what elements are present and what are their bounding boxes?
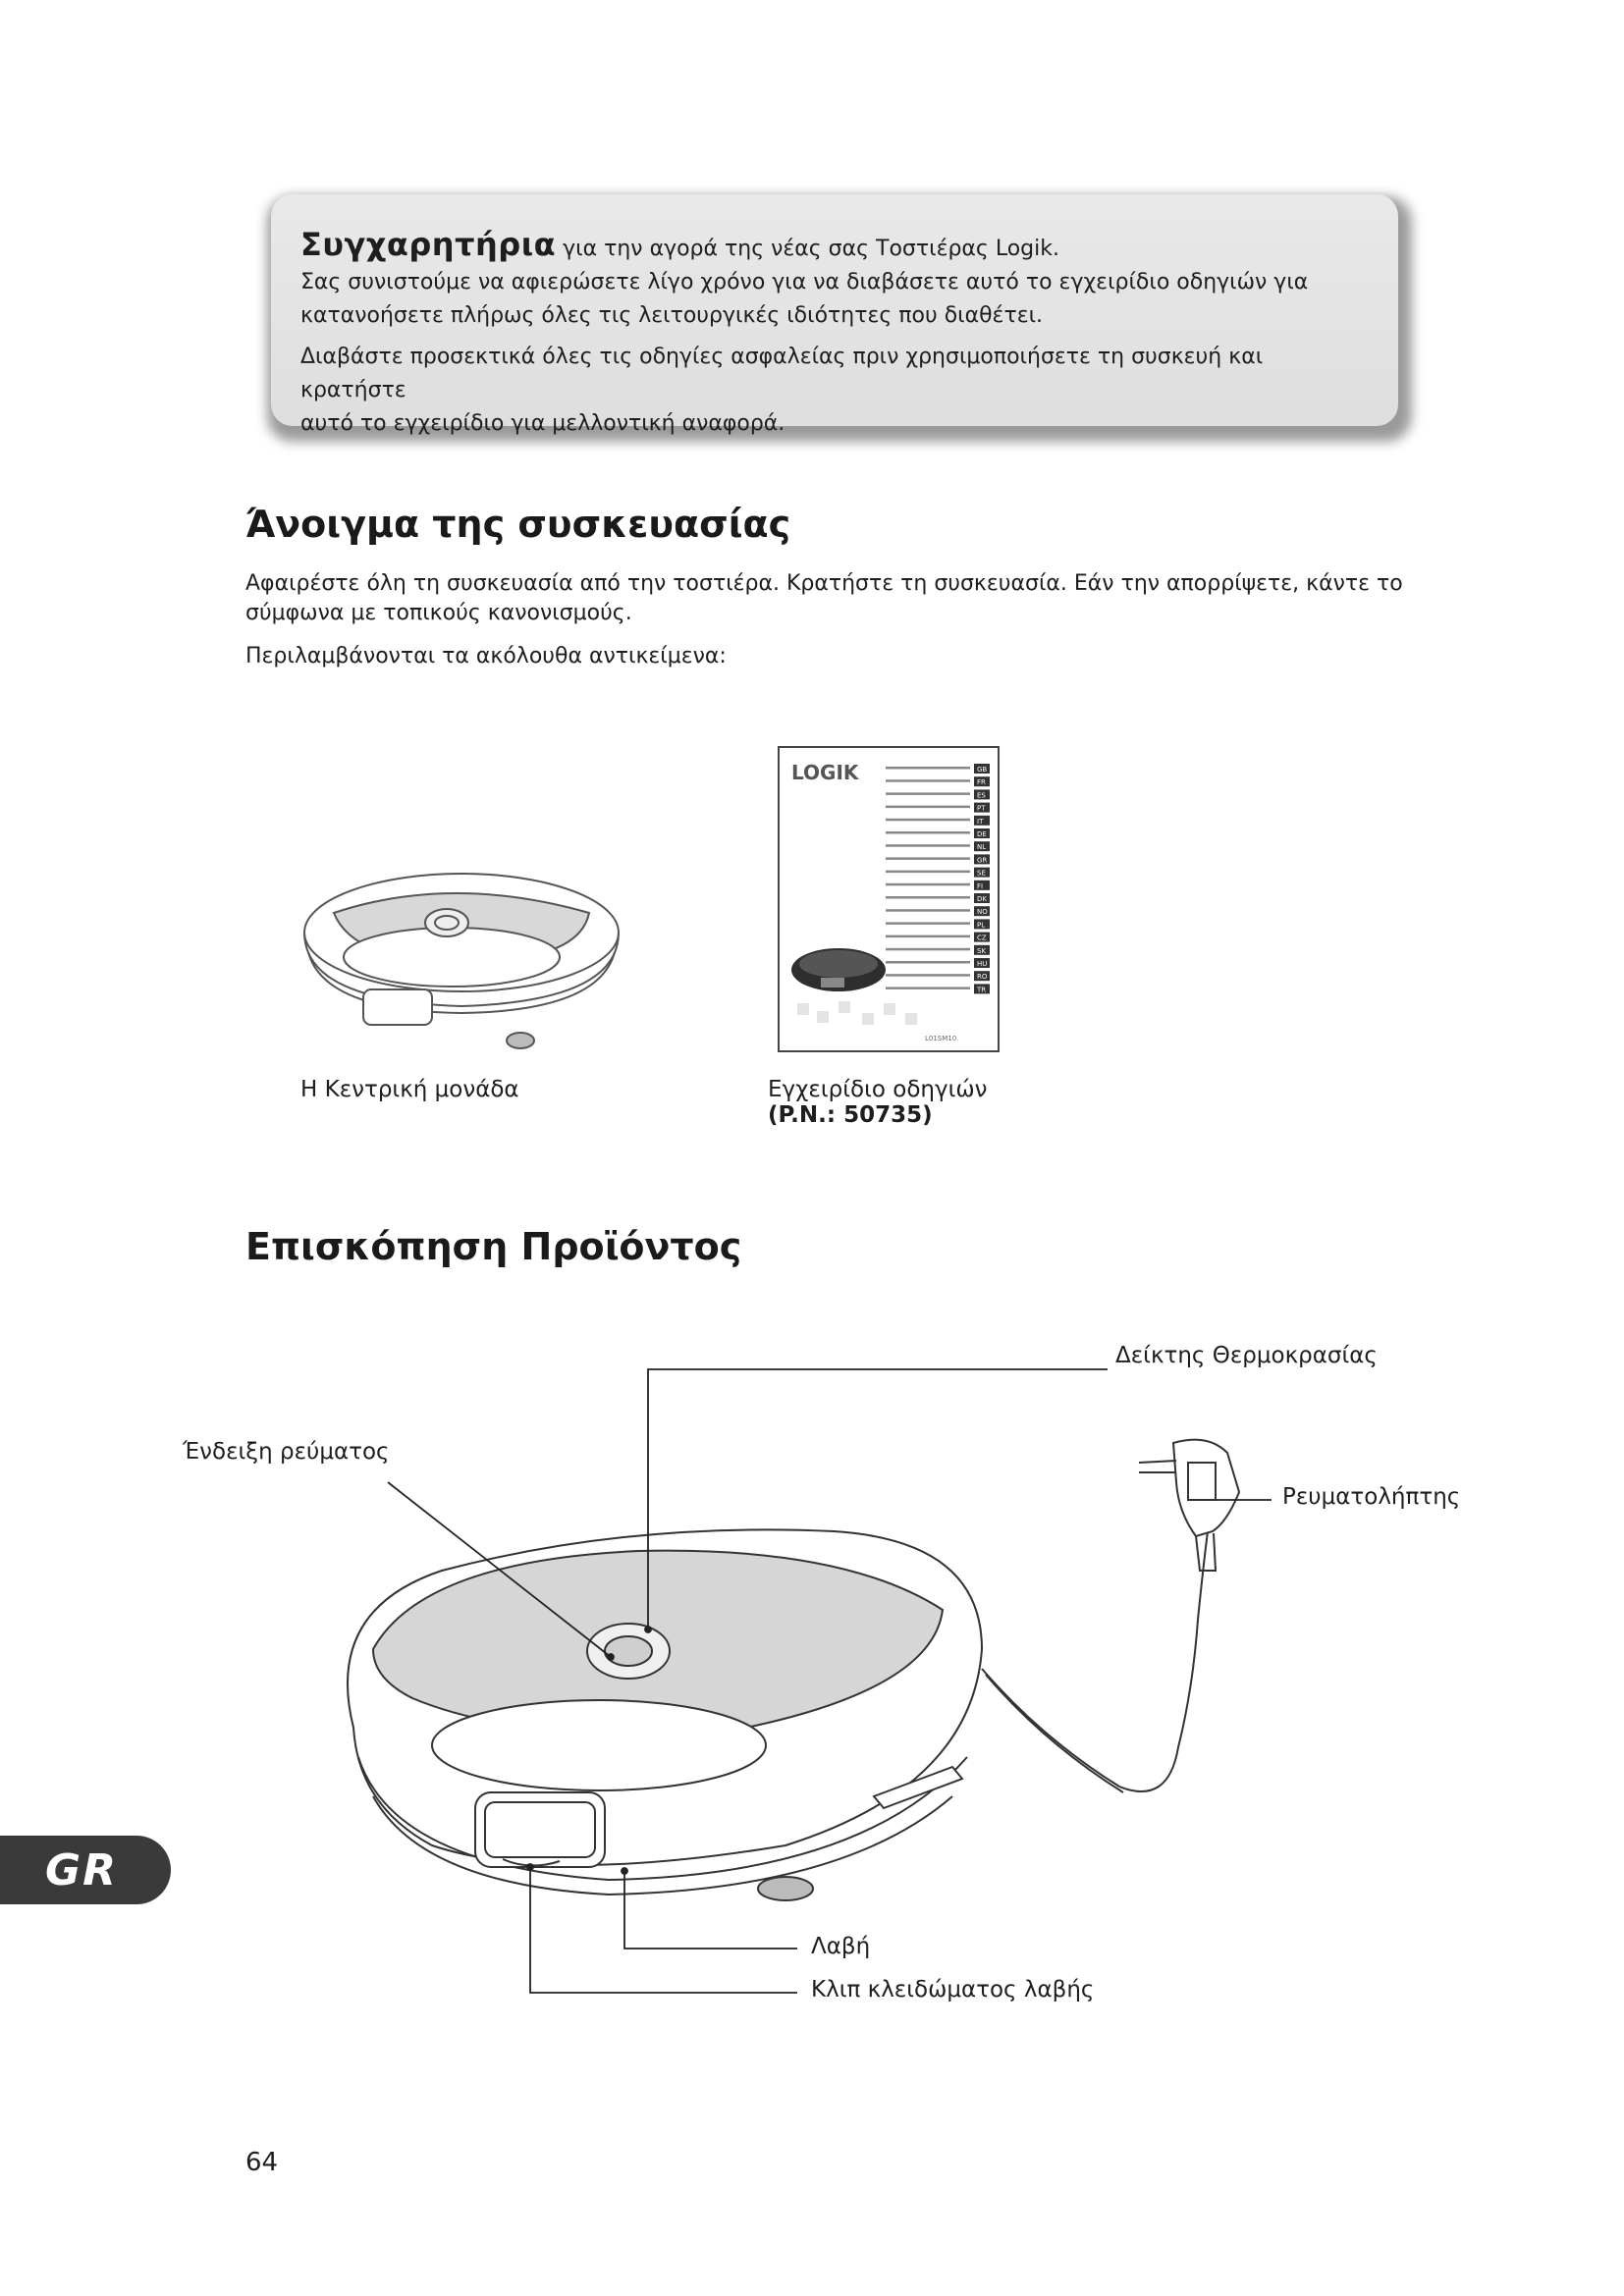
manual-lang-code: NL [977,843,987,852]
manual-lang-code: FI [977,881,984,890]
page-number: 64 [245,2148,279,2177]
manual-lang-code: GR [977,856,988,865]
manual-lang-code: DE [977,830,987,838]
manual-lang-code: PL [977,921,986,930]
intro-line-5: αυτό το εγχειρίδιο για μελλοντική αναφορά. [300,411,785,436]
intro-line-3: κατανοήσετε πλήρως όλες τις λειτουργικές ιδιότητες που διαθέτει. [300,303,1044,328]
label-handle-lock-clip: Κλιπ κλειδώματος λαβής [811,1977,1095,2002]
overview-heading: Επισκόπηση Προϊόντος [245,1225,742,1268]
manual-caption: Εγχειρίδιο οδηγιών [768,1077,988,1102]
manual-lang-code: HU [977,960,988,968]
manual-lang-code: SK [977,946,987,955]
manual-part-number: (P.N.: 50735) [768,1102,933,1128]
intro-title: Συγχαρητήρια [300,226,557,263]
manual-lang-code: PT [977,804,986,813]
manual-lang-code: GB [977,766,988,774]
label-temperature-indicator: Δείκτης Θερμοκρασίας [1115,1343,1378,1368]
label-power-indicator: Ένδειξη ρεύματος [183,1439,390,1465]
intro-line-2: Σας συνιστούμε να αφιερώσετε λίγο χρόνο για να διαβάσετε αυτό το εγχειρίδιο οδηγιών για [300,270,1309,294]
unpacking-heading: Άνοιγμα της συσκευασίας [245,503,791,546]
unpacking-items-intro: Περιλαμβάνονται τα ακόλουθα αντικείμενα: [245,644,727,668]
manual-lang-code: SE [977,869,986,878]
manual-lang-code: NO [977,908,988,917]
manual-lang-code: DK [977,895,987,903]
manual-brand: LOGIK [791,761,859,784]
manual-lang-code: IT [977,817,984,826]
language-tab-label: GR [45,1845,118,1896]
manual-lang-code: ES [977,791,986,800]
main-unit-caption: Η Κεντρική μονάδα [300,1077,519,1102]
manual-lang-code: FR [977,778,986,787]
manual-lang-code: TR [977,986,987,994]
label-handle: Λαβή [811,1934,871,1959]
intro-line-4: Διαβάστε προσεκτικά όλες τις οδηγίες ασφαλείας πριν χρησιμοποιήσετε τη συσκευή και κρατήστε [300,345,1264,402]
manual-lang-code: RO [977,973,988,982]
manual-model: L01SM10 [925,1035,957,1042]
unpacking-para-line-2: σύμφωνα με τοπικούς κανονισμούς. [245,601,632,625]
manual-lang-code: CZ [977,934,987,942]
label-plug: Ρευματολήπτης [1282,1484,1461,1510]
intro-title-rest: για την αγορά της νέας σας Τοστιέρας Logik. [556,237,1059,261]
unpacking-para-line-1: Αφαιρέστε όλη τη συσκευασία από την τοστιέρα. Κρατήστε τη συσκευασία. Εάν την απορρίψετε, κάντε το [245,571,1403,596]
